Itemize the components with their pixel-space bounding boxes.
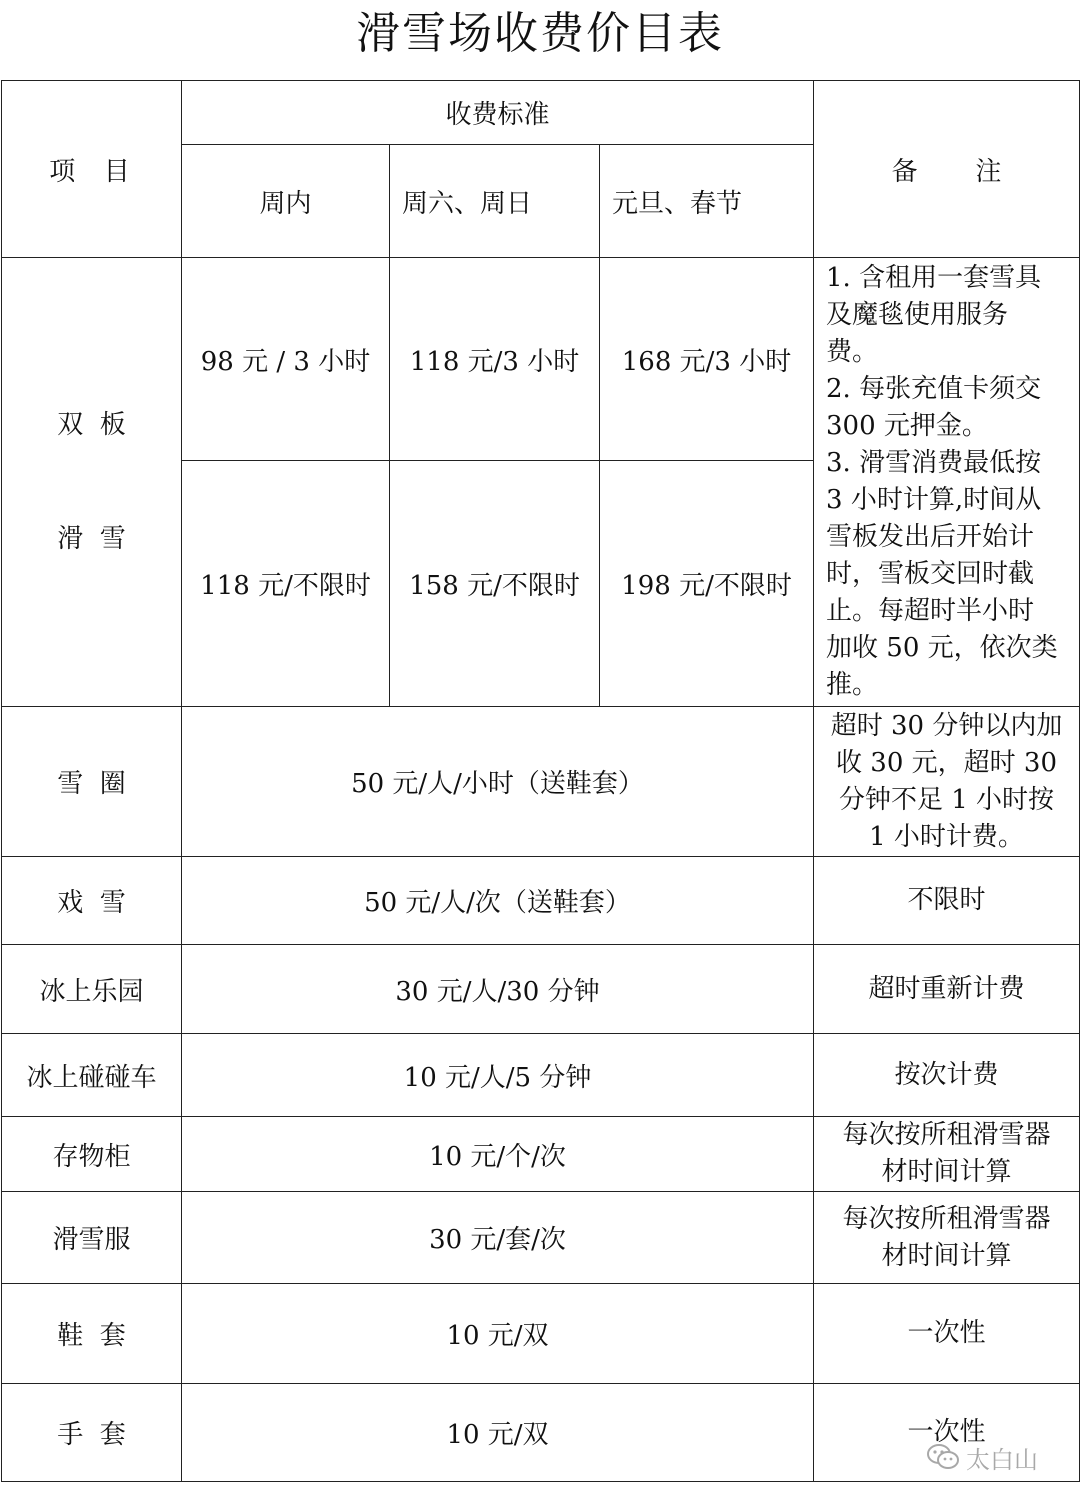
- page-title: 滑雪场收费价目表: [356, 8, 724, 59]
- double-board-note-line: 及魔毯使用服务: [826, 300, 1009, 330]
- note-line: 材时间计算: [881, 1240, 1012, 1271]
- row-name-bumper-car: 冰上碰碰车: [2, 1034, 182, 1117]
- double-board-holiday-unlimited: 198 元/不限时: [600, 461, 814, 707]
- note-line: 每次按所租滑雪器: [842, 1120, 1051, 1150]
- header-holiday: 元旦、春节: [600, 145, 814, 258]
- header-weekend: 周六、周日: [390, 145, 600, 258]
- header-item: 项 目: [2, 81, 182, 258]
- table-row-ice-park: [2, 945, 1080, 1034]
- double-board-note-line: 费。: [826, 337, 879, 367]
- header-weekday: 周内: [182, 145, 390, 258]
- header-notes: 备 注: [814, 81, 1080, 258]
- row-note-bumper-car: 按次计费: [814, 1034, 1080, 1117]
- double-board-weekend-unlimited: 158 元/不限时: [390, 461, 600, 707]
- double-board-name-line2: 滑 雪: [57, 524, 126, 554]
- row-price-shoe-cover: 10 元/双: [182, 1284, 814, 1384]
- double-board-note-line: 300 元押金。: [826, 411, 988, 441]
- note-line: 收 30 元，超时 30: [836, 747, 1057, 778]
- row-name-snow-play: 戏 雪: [2, 857, 182, 945]
- double-board-note-line: 3 小时计算,时间从: [826, 485, 1042, 515]
- row-note-ski-suit: [814, 1192, 1080, 1284]
- wechat-icon: [926, 1443, 960, 1471]
- watermark: [926, 1437, 1038, 1477]
- row-note-snow-play: 不限时: [814, 857, 1080, 945]
- double-board-note-line: 止。每超时半小时: [826, 596, 1035, 626]
- table-row-snow-play: [2, 857, 1080, 945]
- double-board-note-line: 加收 50 元，依次类: [826, 633, 1058, 663]
- row-note-snow-tube: [814, 707, 1080, 857]
- row-note-shoe-cover: 一次性: [814, 1284, 1080, 1384]
- double-board-note-line: 时，雪板交回时截: [826, 559, 1035, 589]
- row-name-shoe-cover: 鞋 套: [2, 1284, 182, 1384]
- row-price-ski-suit: 30 元/套/次: [182, 1192, 814, 1284]
- double-board-weekday-3h: 98 元 / 3 小时: [182, 258, 390, 461]
- row-name-ice-park: 冰上乐园: [2, 945, 182, 1034]
- watermark-text: 太白山: [966, 1445, 1038, 1474]
- double-board-name-line1: 双 板: [57, 410, 126, 440]
- note-line: 每次按所租滑雪器: [842, 1203, 1051, 1234]
- note-line: 分钟不足 1 小时按: [838, 784, 1055, 815]
- row-name-ski-suit: 滑雪服: [2, 1192, 182, 1284]
- double-board-note-line: 雪板发出后开始计: [826, 522, 1035, 552]
- row-name-snow-tube: 雪 圈: [2, 707, 182, 857]
- double-board-holiday-3h: 168 元/3 小时: [600, 258, 814, 461]
- row-price-snow-tube: 50 元/人/小时（送鞋套）: [182, 707, 814, 857]
- double-board-note-line: 1. 含租用一套雪具: [826, 263, 1042, 293]
- row-price-gloves: 10 元/双: [182, 1384, 814, 1482]
- table-row-gloves: [2, 1384, 1080, 1482]
- row-price-snow-play: 50 元/人/次（送鞋套）: [182, 857, 814, 945]
- row-name-gloves: 手 套: [2, 1384, 182, 1482]
- table-row-locker: [2, 1117, 1080, 1192]
- row-price-locker: 10 元/个/次: [182, 1117, 814, 1192]
- double-board-weekend-3h: 118 元/3 小时: [390, 258, 600, 461]
- row-note-ice-park: 超时重新计费: [814, 945, 1080, 1034]
- row-price-bumper-car: 10 元/人/5 分钟: [182, 1034, 814, 1117]
- table-row-bumper-car: [2, 1034, 1080, 1117]
- note-line: 材时间计算: [881, 1157, 1012, 1187]
- double-board-notes: [814, 258, 1080, 707]
- row-note-locker: [814, 1117, 1080, 1192]
- note-line: 超时 30 分钟以内加: [830, 710, 1063, 741]
- double-board-note-line: 3. 滑雪消费最低按: [826, 448, 1042, 478]
- double-board-note-line: 推。: [826, 670, 879, 700]
- row-name-locker: 存物柜: [2, 1117, 182, 1192]
- row-price-ice-park: 30 元/人/30 分钟: [182, 945, 814, 1034]
- table-row-double-board-1: [2, 258, 1080, 461]
- header-fee-standard: 收费标准: [182, 81, 814, 145]
- double-board-note-line: 2. 每张充值卡须交: [826, 374, 1042, 404]
- double-board-name-cell: [2, 258, 182, 707]
- price-table: [1, 80, 1080, 1482]
- table-row-shoe-cover: [2, 1284, 1080, 1384]
- row-note-gloves: 一次性: [814, 1384, 1080, 1482]
- table-row-ski-suit: [2, 1192, 1080, 1284]
- table-row-snow-tube: [2, 707, 1080, 857]
- double-board-weekday-unlimited: 118 元/不限时: [182, 461, 390, 707]
- header-row-1: [2, 81, 1080, 145]
- note-line: 1 小时计费。: [869, 821, 1024, 852]
